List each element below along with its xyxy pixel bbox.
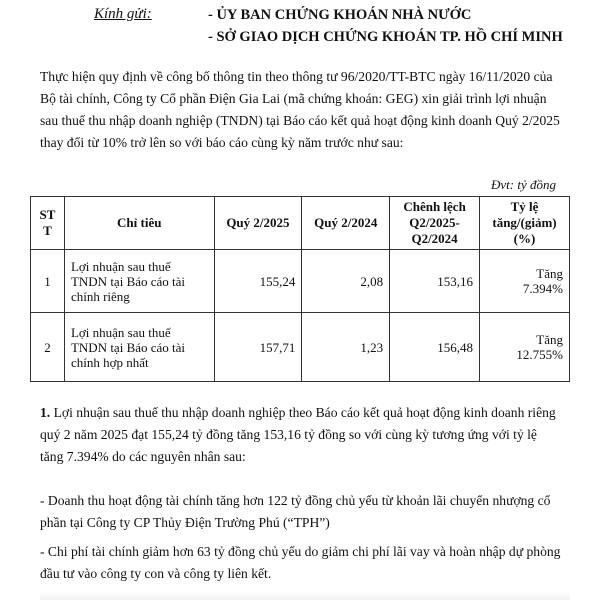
header-stt: ST T	[31, 197, 65, 250]
profit-comparison-table	[30, 196, 570, 382]
bullet-line: đầu tư vào công ty con và công ty liên kết.	[40, 566, 272, 581]
addressee-label: Kính gửi:	[94, 6, 152, 22]
cell-indicator: Lợi nhuận sau thuế TNDN tại Báo cáo tài chính riêng	[64, 250, 214, 313]
cut-off-text-edge	[40, 592, 570, 600]
addressee-line-1: - ỦY BAN CHỨNG KHOÁN NHÀ NƯỚC	[208, 7, 472, 23]
intro-paragraph	[40, 66, 570, 154]
section-number: 1.	[40, 405, 51, 420]
addressee-line-2: - SỞ GIAO DỊCH CHỨNG KHOÁN TP. HỒ CHÍ MINH	[208, 29, 563, 45]
bullet-line: phần tại Công ty CP Thủy Điện Trường Phú (“TPH”)	[40, 515, 330, 530]
bullet-line: - Doanh thu hoạt động tài chính tăng hơn 122 tỷ đồng chủ yếu từ khoản lãi chuyển nhượng cổ	[40, 493, 551, 508]
section-1-line: 1. Lợi nhuận sau thuế thu nhập doanh nghiệp theo Báo cáo kết quả hoạt động kinh doanh riêng	[40, 405, 556, 420]
cell-difference: 156,48	[390, 313, 480, 382]
table-row	[31, 313, 570, 382]
cell-ratio: Tăng 7.394%	[480, 250, 570, 313]
intro-line: thay đổi từ 10% trở lên so với báo cáo cùng kỳ năm trước như sau:	[40, 135, 404, 150]
cell-q2-2024: 1,23	[302, 313, 390, 382]
section-1-line: tăng 7.394% do các nguyên nhân sau:	[40, 449, 246, 464]
section-1-line: quý 2 năm 2025 đạt 155,24 tỷ đồng tăng 153,16 tỷ đồng so với cùng kỳ tương ứng với tỷ lệ	[40, 427, 537, 442]
cell-stt: 1	[31, 250, 65, 313]
header-difference: Chênh lệch Q2/2025- Q2/2024	[390, 197, 480, 250]
header-indicator: Chỉ tiêu	[64, 197, 214, 250]
header-q2-2024: Quý 2/2024	[302, 197, 390, 250]
header-q2-2025: Quý 2/2025	[214, 197, 302, 250]
unit-note: Đvt: tỷ đồng	[491, 177, 556, 192]
bullet-paragraph-1	[40, 490, 570, 534]
intro-line: Thực hiện quy định về công bố thông tin theo thông tư 96/2020/TT-BTC ngày 16/11/2020 của	[40, 69, 553, 84]
cell-indicator: Lợi nhuận sau thuế TNDN tại Báo cáo tài chính hợp nhất	[64, 313, 214, 382]
section-1-paragraph	[40, 402, 570, 468]
cell-stt: 2	[31, 313, 65, 382]
cell-q2-2024: 2,08	[302, 250, 390, 313]
intro-line: Bộ tài chính, Công ty Cổ phần Điện Gia Lai (mã chứng khoán: GEG) xin giải trình lợi nhuận	[40, 91, 547, 106]
bullet-paragraph-2	[40, 541, 570, 585]
cell-difference: 153,16	[390, 250, 480, 313]
intro-line: sau thuế thu nhập doanh nghiệp (TNDN) tại Báo cáo kết quả hoạt động kinh doanh Quý 2/2025	[40, 113, 560, 128]
bullet-line: - Chi phí tài chính giảm hơn 63 tỷ đồng chủ yếu do giảm chi phí lãi vay và hoàn nhập dự phòng	[40, 544, 561, 559]
cell-q2-2025: 157,71	[214, 313, 302, 382]
cell-ratio: Tăng 12.755%	[480, 313, 570, 382]
table-row	[31, 250, 570, 313]
header-ratio: Tỷ lệ tăng/(giảm) (%)	[480, 197, 570, 250]
table-header-row	[31, 197, 570, 250]
cell-q2-2025: 155,24	[214, 250, 302, 313]
